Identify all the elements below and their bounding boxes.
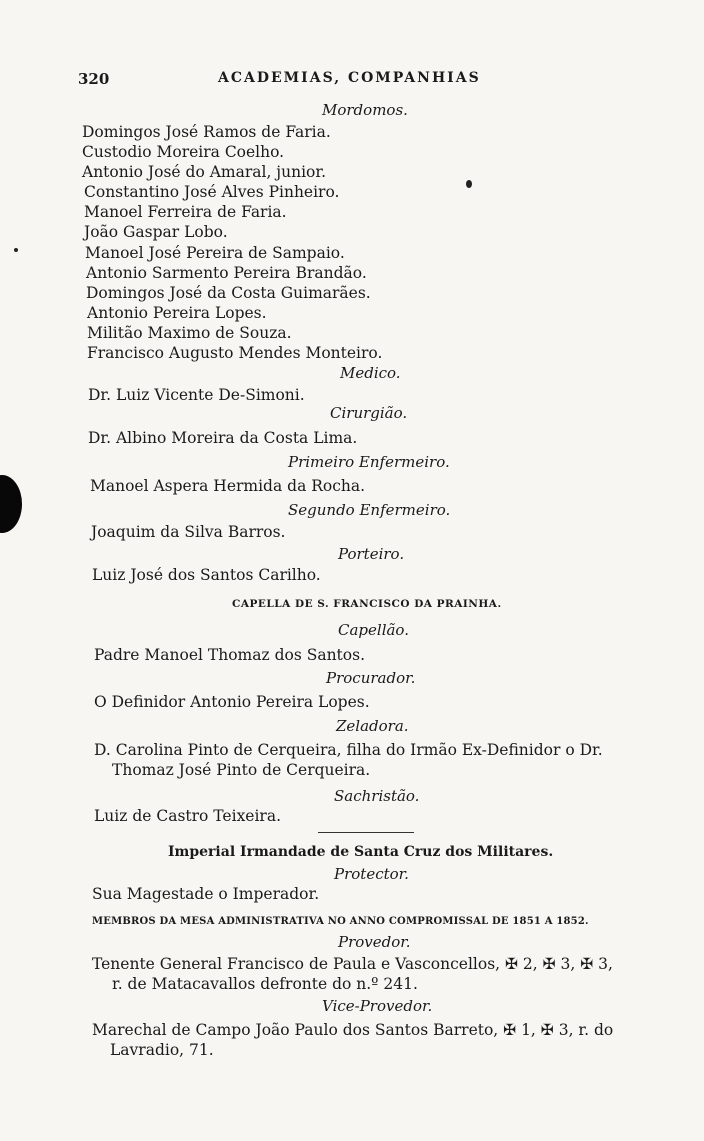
text-line: Domingos José da Costa Guimarães. bbox=[86, 284, 371, 302]
role-heading: Primeiro Enfermeiro. bbox=[288, 453, 450, 471]
text-line: Sua Magestade o Imperador. bbox=[92, 885, 320, 903]
text-line: Militão Maximo de Souza. bbox=[87, 324, 292, 342]
ink-blot bbox=[0, 475, 22, 533]
text-line: Constantino José Alves Pinheiro. bbox=[84, 183, 340, 201]
role-heading: Porteiro. bbox=[338, 545, 405, 563]
role-heading: Procurador. bbox=[326, 669, 416, 687]
role-heading: Medico. bbox=[340, 364, 401, 382]
text-line: Tenente General Francisco de Paula e Vasconcellos, ✠ 2, ✠ 3, ✠ 3, bbox=[92, 955, 613, 973]
text-line: r. de Matacavallos defronte do n.º 241. bbox=[112, 975, 418, 993]
text-line: Lavradio, 71. bbox=[110, 1041, 214, 1059]
page-header bbox=[78, 70, 678, 94]
role-heading: Segundo Enfermeiro. bbox=[288, 501, 451, 519]
role-heading: Zeladora. bbox=[336, 717, 409, 735]
section-heading: CAPELLA DE S. FRANCISCO DA PRAINHA. bbox=[232, 598, 502, 610]
role-heading: Provedor. bbox=[338, 933, 411, 951]
role-heading: Vice-Provedor. bbox=[322, 997, 433, 1015]
text-line: Joaquim da Silva Barros. bbox=[91, 523, 286, 541]
text-line: Thomaz José Pinto de Cerqueira. bbox=[112, 761, 371, 779]
text-line: João Gaspar Lobo. bbox=[84, 223, 228, 241]
text-line: Marechal de Campo João Paulo dos Santos Barreto, ✠ 1, ✠ 3, r. do bbox=[92, 1021, 614, 1039]
page-number: 320 bbox=[78, 70, 110, 88]
text-line: Luiz José dos Santos Carilho. bbox=[92, 566, 321, 584]
text-line: Padre Manoel Thomaz dos Santos. bbox=[94, 646, 365, 664]
section-heading: MEMBROS DA MESA ADMINISTRATIVA NO ANNO COMPROMISSAL DE 1851 A 1852. bbox=[92, 916, 589, 927]
ink-speck bbox=[14, 248, 18, 252]
text-line: Dr. Luiz Vicente De-Simoni. bbox=[88, 386, 305, 404]
role-heading: Protector. bbox=[334, 865, 409, 883]
text-line: O Definidor Antonio Pereira Lopes. bbox=[94, 693, 370, 711]
text-line: Manoel José Pereira de Sampaio. bbox=[85, 244, 345, 262]
text-line: Francisco Augusto Mendes Monteiro. bbox=[87, 344, 383, 362]
role-heading: Capellão. bbox=[338, 621, 409, 639]
role-heading: Sachristão. bbox=[334, 787, 420, 805]
text-line: Antonio Pereira Lopes. bbox=[87, 304, 267, 322]
role-heading: Cirurgião. bbox=[330, 404, 408, 422]
running-head: ACADEMIAS, COMPANHIAS bbox=[218, 70, 481, 86]
text-line: Antonio Sarmento Pereira Brandão. bbox=[86, 264, 367, 282]
text-line: Custodio Moreira Coelho. bbox=[82, 143, 285, 161]
ink-speck bbox=[466, 180, 472, 188]
text-line: Manoel Aspera Hermida da Rocha. bbox=[90, 477, 366, 495]
divider-rule bbox=[318, 832, 414, 833]
text-line: Luiz de Castro Teixeira. bbox=[94, 807, 282, 825]
text-line: Manoel Ferreira de Faria. bbox=[84, 203, 287, 221]
text-line: Antonio José do Amaral, junior. bbox=[82, 163, 327, 181]
text-line: D. Carolina Pinto de Cerqueira, filha do Irmão Ex-Definidor o Dr. bbox=[94, 741, 603, 759]
role-heading: Mordomos. bbox=[322, 101, 408, 119]
text-line: Dr. Albino Moreira da Costa Lima. bbox=[88, 429, 358, 447]
text-line: Domingos José Ramos de Faria. bbox=[82, 123, 331, 141]
section-title: Imperial Irmandade de Santa Cruz dos Militares. bbox=[168, 844, 554, 860]
